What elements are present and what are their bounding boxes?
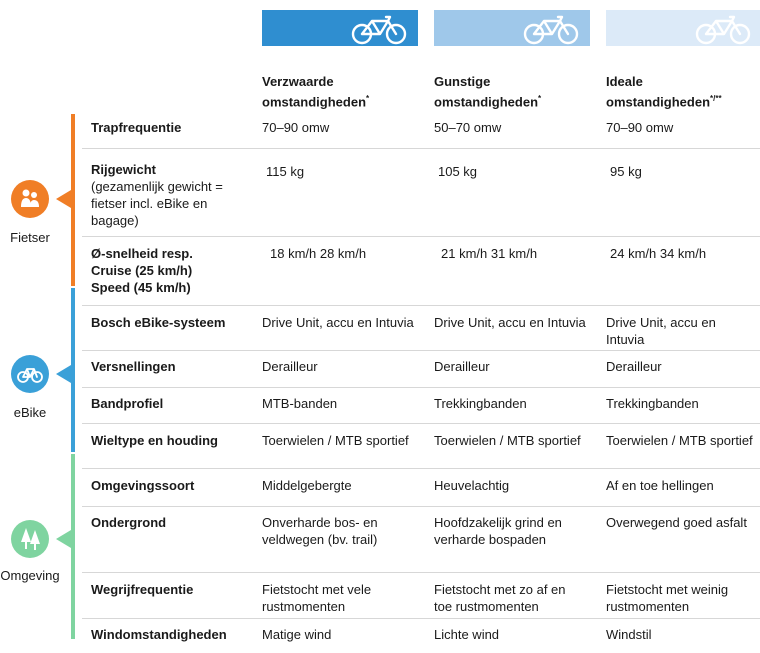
category-pointer-fietser	[56, 190, 71, 208]
category-bar-omgeving	[71, 454, 75, 639]
table-cell: Fietstocht met vele rustmomenten	[262, 582, 372, 614]
bicycle-icon	[11, 355, 49, 393]
row-label-windomstandigheden: Windomstandigheden	[91, 627, 227, 642]
row-label-bandprofiel: Bandprofiel	[91, 396, 164, 411]
table-cell: Toerwielen / MTB sportief	[606, 433, 753, 448]
category-label-fietser: Fietser	[10, 230, 50, 245]
row-label-trapfrequentie: Trapfrequentie	[91, 120, 182, 135]
row-label-ebike-systeem: Bosch eBike-systeem	[91, 315, 226, 330]
bicycle-icon	[694, 13, 754, 45]
table-cell: Af en toe hellingen	[606, 478, 714, 493]
table-cell: Toerwielen / MTB sportief	[262, 433, 409, 448]
table-cell: Lichte wind	[434, 627, 500, 642]
column-heading-2	[434, 73, 541, 110]
table-cell: Toerwielen / MTB sportief	[434, 433, 581, 448]
footnote-mark: *	[538, 94, 542, 103]
row-label-title: Rijgewicht	[91, 162, 157, 177]
table-cell: Derailleur	[434, 359, 490, 374]
table-cell: 95 kg	[610, 164, 642, 179]
bicycle-icon	[522, 13, 582, 45]
row-label-omgevingssoort: Omgevingssoort	[91, 478, 195, 493]
column-heading-3	[606, 73, 722, 110]
category-bar-ebike	[71, 288, 75, 452]
row-label-subtitle: (gezamenlijk gewicht = fietser incl. eBike en bagage)	[91, 179, 223, 228]
table-cell: Overwegend goed asfalt	[606, 515, 747, 530]
footnote-mark: *	[366, 94, 370, 103]
column-heading-1	[262, 73, 369, 110]
category-label-ebike: eBike	[13, 405, 47, 420]
row-label-wieltype: Wieltype en houding	[91, 433, 218, 448]
bicycle-icon	[350, 13, 410, 45]
row-label-versnellingen: Versnellingen	[91, 359, 176, 374]
table-cell: Drive Unit, accu en Intuvia	[434, 315, 586, 330]
table-cell: Derailleur	[262, 359, 318, 374]
row-label-snelheid: Ø-snelheid resp. Cruise (25 km/h) Speed (45 km/h)	[91, 246, 193, 295]
row-divider	[82, 423, 760, 424]
table-cell: 70–90 omw	[262, 120, 330, 135]
table-cell: 105 kg	[438, 164, 478, 179]
row-label-rijgewicht	[91, 161, 256, 229]
category-label-omgeving: Omgeving	[0, 568, 60, 583]
table-cell: Onverharde bos- en veldwegen (bv. trail)	[262, 515, 378, 547]
table-cell: 115 kg	[266, 164, 305, 179]
row-divider	[82, 350, 760, 351]
category-pointer-ebike	[56, 365, 71, 383]
table-cell: Drive Unit, accu en Intuvia	[606, 315, 716, 347]
row-divider	[82, 506, 760, 507]
row-divider	[82, 618, 760, 619]
row-divider	[82, 148, 760, 149]
table-cell: Derailleur	[606, 359, 662, 374]
row-divider	[82, 236, 760, 237]
table-cell: 21 km/h 31 km/h	[441, 246, 538, 261]
cyclist-icon	[11, 180, 49, 218]
column-heading-text: Verzwaarde omstandigheden	[262, 74, 367, 110]
table-cell: Fietstocht met weinig rustmomenten	[606, 582, 729, 614]
row-label-ondergrond: Ondergrond	[91, 515, 167, 530]
row-label-wegrijfrequentie: Wegrijfrequentie	[91, 582, 194, 597]
row-divider	[82, 572, 760, 573]
category-bar-fietser	[71, 114, 75, 286]
column-heading-text: Ideale omstandigheden	[606, 74, 711, 110]
trees-icon	[11, 520, 49, 558]
table-cell: Drive Unit, accu en Intuvia	[262, 315, 414, 330]
table-cell: Matige wind	[262, 627, 332, 642]
table-cell: 24 km/h 34 km/h	[610, 246, 707, 261]
table-cell: MTB-banden	[262, 396, 338, 411]
table-cell: Hoofdzakelijk grind en verharde bospaden	[434, 515, 562, 547]
row-divider	[82, 387, 760, 388]
table-cell: Trekkingbanden	[434, 396, 527, 411]
column-heading-text: Gunstige omstandigheden	[434, 74, 539, 110]
table-cell: 50–70 omw	[434, 120, 502, 135]
table-cell: 18 km/h 28 km/h	[270, 246, 367, 261]
category-pointer-omgeving	[56, 530, 71, 548]
table-cell: Trekkingbanden	[606, 396, 699, 411]
table-cell: Fietstocht met zo af en toe rustmomenten	[434, 582, 566, 614]
table-cell: Windstil	[606, 627, 652, 642]
footnote-mark: */**	[710, 94, 722, 103]
table-cell: Heuvelachtig	[434, 478, 510, 493]
row-divider	[82, 468, 760, 469]
row-divider	[82, 305, 760, 306]
table-cell: Middelgebergte	[262, 478, 352, 493]
table-cell: 70–90 omw	[606, 120, 674, 135]
